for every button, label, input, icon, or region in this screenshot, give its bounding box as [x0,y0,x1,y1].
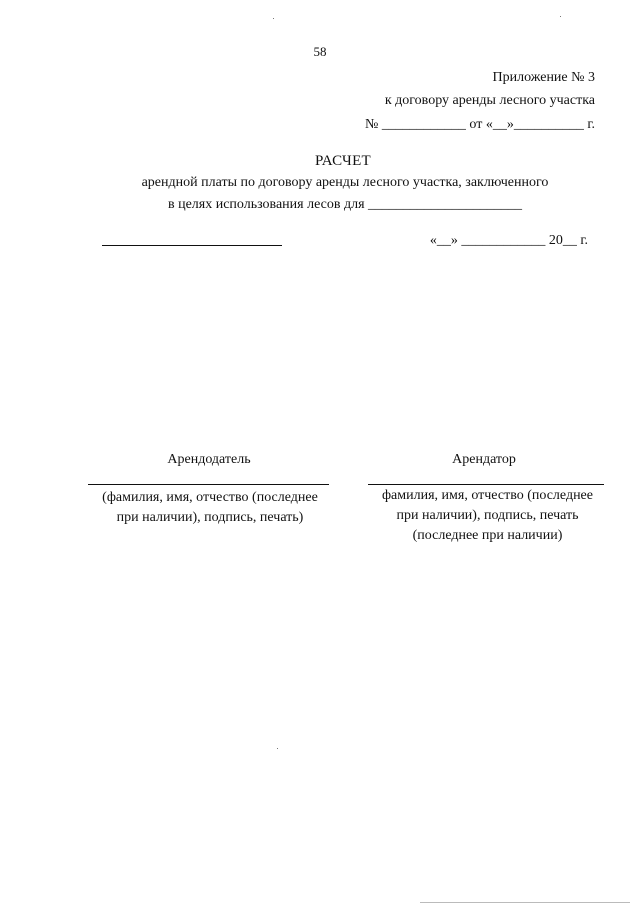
place-blank-line [102,245,282,246]
document-title: РАСЧЕТ [314,153,371,169]
document-subtitle-line2: в целях использования лесов для ______________________ [167,197,523,212]
scan-speck [560,16,561,17]
annex-contract-number-date: № ____________ от «__»__________ г. [365,117,595,132]
lessor-title: Арендодатель [167,452,251,467]
annex-label: Приложение № 3 [492,70,595,85]
document-date-line: «__» ____________ 20__ г. [429,233,588,248]
scan-edge-mark [420,902,630,903]
lessee-title: Арендатор [452,452,516,467]
lessee-signature-caption: фамилия, имя, отчество (последнее при наличии), подпись, печать (последнее при наличии) [381,488,593,543]
scan-speck [277,748,278,749]
lessee-signature-line [368,484,604,485]
lessor-signature-line [88,484,329,485]
scan-speck [273,18,274,19]
document-subtitle-line1: арендной платы по договору аренды лесного участка, заключенного [141,175,549,190]
annex-contract-reference: к договору аренды лесного участка [384,93,595,108]
lessor-signature-caption: (фамилия, имя, отчество (последнее при наличии), подпись, печать) [102,490,318,525]
page-number: 58 [313,44,327,59]
